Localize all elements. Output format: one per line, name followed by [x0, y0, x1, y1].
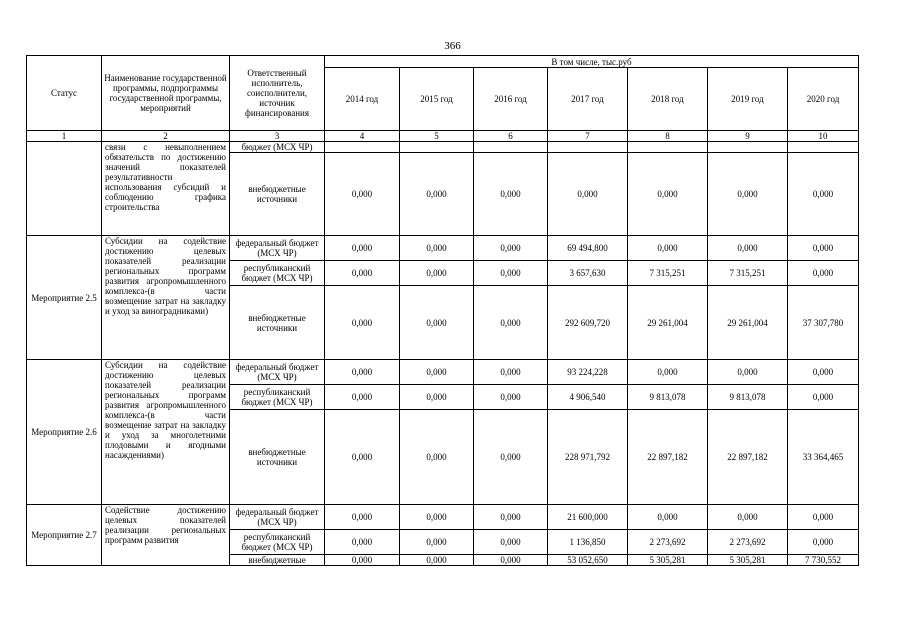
value-cell: 0,000 — [474, 555, 548, 566]
value-cell: 3 657,630 — [548, 261, 628, 286]
value-cell: 0,000 — [400, 261, 474, 286]
value-cell: 21 600,000 — [548, 505, 628, 530]
funding-source: внебюджетные — [230, 555, 325, 566]
value-cell — [788, 142, 859, 153]
value-cell: 0,000 — [548, 153, 628, 236]
header-status: Статус — [27, 56, 102, 131]
value-cell: 0,000 — [474, 153, 548, 236]
value-cell: 228 971,792 — [548, 410, 628, 505]
col-number: 2 — [102, 131, 230, 142]
value-cell: 0,000 — [474, 410, 548, 505]
value-cell: 0,000 — [400, 286, 474, 360]
value-cell: 0,000 — [708, 505, 788, 530]
value-cell: 7 315,251 — [628, 261, 708, 286]
value-cell: 0,000 — [325, 236, 400, 261]
value-cell: 0,000 — [325, 286, 400, 360]
header-name: Наименование государственной программы, подпрограммы государственной программы, мероприятий — [102, 56, 230, 131]
value-cell: 7 730,552 — [788, 555, 859, 566]
value-cell: 0,000 — [788, 360, 859, 385]
value-cell: 37 307,780 — [788, 286, 859, 360]
value-cell: 0,000 — [474, 530, 548, 555]
value-cell — [474, 142, 548, 153]
funding-source: республиканский бюджет (МСХ ЧР) — [230, 385, 325, 410]
value-cell: 0,000 — [628, 236, 708, 261]
status-cell: Мероприятие 2.6 — [27, 360, 102, 505]
value-cell: 4 906,540 — [548, 385, 628, 410]
header-year: 2014 год — [325, 68, 400, 131]
value-cell: 0,000 — [788, 261, 859, 286]
value-cell: 0,000 — [708, 236, 788, 261]
value-cell: 0,000 — [400, 555, 474, 566]
activity-name: Субсидии на содействие достижению целевых показателей реализации региональных программ развития агропромышленного комплекса-(в части возмещение затрат на закладку и уход за виноградниками) — [102, 236, 230, 360]
funding-source: внебюджетные источники — [230, 410, 325, 505]
value-cell: 0,000 — [325, 153, 400, 236]
value-cell: 2 273,692 — [628, 530, 708, 555]
col-number: 9 — [708, 131, 788, 142]
funding-source: федеральный бюджет (МСХ ЧР) — [230, 360, 325, 385]
value-cell: 22 897,182 — [708, 410, 788, 505]
value-cell: 69 494,800 — [548, 236, 628, 261]
value-cell: 0,000 — [400, 385, 474, 410]
header-year: 2018 год — [628, 68, 708, 131]
funding-source: внебюджетные источники — [230, 153, 325, 236]
funding-source: внебюджетные источники — [230, 286, 325, 360]
col-number: 5 — [400, 131, 474, 142]
value-cell: 1 136,850 — [548, 530, 628, 555]
header-executor: Ответственный исполнитель, соисполнители, источник финансирования — [230, 56, 325, 131]
financing-table — [26, 55, 859, 566]
page-number: 366 — [444, 40, 461, 52]
value-cell: 0,000 — [474, 360, 548, 385]
value-cell: 0,000 — [708, 360, 788, 385]
activity-name: связи с невыполнением обязательств по достижению значений показателей результативности использования субсидий и соблюдению графика строительства — [102, 142, 230, 236]
value-cell: 0,000 — [325, 410, 400, 505]
value-cell — [628, 142, 708, 153]
col-number: 6 — [474, 131, 548, 142]
value-cell: 29 261,004 — [708, 286, 788, 360]
value-cell: 0,000 — [400, 410, 474, 505]
value-cell: 93 224,228 — [548, 360, 628, 385]
activity-name: Субсидии на содействие достижению целевых показателей реализации региональных программ развития агропромышленного комплекса-(в части возмещение затрат на закладку и уход за многолетними плодовыми и ягодными насаждениями) — [102, 360, 230, 505]
funding-source: республиканский бюджет (МСХ ЧР) — [230, 261, 325, 286]
funding-source: республиканский бюджет (МСХ ЧР) — [230, 530, 325, 555]
value-cell: 22 897,182 — [628, 410, 708, 505]
value-cell: 0,000 — [628, 360, 708, 385]
value-cell: 0,000 — [400, 360, 474, 385]
value-cell: 0,000 — [628, 153, 708, 236]
value-cell: 0,000 — [474, 385, 548, 410]
funding-source: бюджет (МСХ ЧР) — [230, 142, 325, 153]
col-number: 10 — [788, 131, 859, 142]
value-cell: 0,000 — [788, 530, 859, 555]
value-cell: 0,000 — [628, 505, 708, 530]
header-in-total: В том числе, тыс.руб — [325, 56, 859, 68]
value-cell: 53 052,650 — [548, 555, 628, 566]
value-cell: 0,000 — [788, 385, 859, 410]
header-year: 2016 год — [474, 68, 548, 131]
value-cell — [400, 142, 474, 153]
value-cell: 0,000 — [325, 385, 400, 410]
status-cell — [27, 142, 102, 236]
value-cell: 0,000 — [708, 153, 788, 236]
value-cell: 5 305,281 — [708, 555, 788, 566]
funding-source: федеральный бюджет (МСХ ЧР) — [230, 236, 325, 261]
value-cell: 9 813,078 — [628, 385, 708, 410]
value-cell: 0,000 — [400, 236, 474, 261]
value-cell: 0,000 — [400, 530, 474, 555]
col-number: 4 — [325, 131, 400, 142]
value-cell: 0,000 — [788, 236, 859, 261]
col-number: 3 — [230, 131, 325, 142]
value-cell: 0,000 — [474, 505, 548, 530]
col-number: 7 — [548, 131, 628, 142]
header-year: 2019 год — [708, 68, 788, 131]
funding-source: федеральный бюджет (МСХ ЧР) — [230, 505, 325, 530]
value-cell: 292 609,720 — [548, 286, 628, 360]
value-cell — [325, 142, 400, 153]
value-cell: 2 273,692 — [708, 530, 788, 555]
header-year: 2017 год — [548, 68, 628, 131]
value-cell: 0,000 — [400, 153, 474, 236]
activity-name: Содействие достижению целевых показателей реализации региональных программ развития — [102, 505, 230, 566]
col-number: 1 — [27, 131, 102, 142]
value-cell: 7 315,251 — [708, 261, 788, 286]
value-cell: 5 305,281 — [628, 555, 708, 566]
value-cell: 0,000 — [474, 261, 548, 286]
header-year: 2020 год — [788, 68, 859, 131]
value-cell — [708, 142, 788, 153]
status-cell: Мероприятие 2.5 — [27, 236, 102, 360]
value-cell: 0,000 — [788, 153, 859, 236]
value-cell: 0,000 — [474, 286, 548, 360]
value-cell: 0,000 — [400, 505, 474, 530]
header-year: 2015 год — [400, 68, 474, 131]
value-cell: 0,000 — [325, 261, 400, 286]
value-cell: 0,000 — [325, 360, 400, 385]
value-cell — [548, 142, 628, 153]
value-cell: 0,000 — [325, 555, 400, 566]
value-cell: 33 364,465 — [788, 410, 859, 505]
status-cell: Мероприятие 2.7 — [27, 505, 102, 566]
col-number: 8 — [628, 131, 708, 142]
value-cell: 0,000 — [325, 505, 400, 530]
value-cell: 9 813,078 — [708, 385, 788, 410]
value-cell: 0,000 — [325, 530, 400, 555]
value-cell: 0,000 — [474, 236, 548, 261]
value-cell: 0,000 — [788, 505, 859, 530]
value-cell: 29 261,004 — [628, 286, 708, 360]
